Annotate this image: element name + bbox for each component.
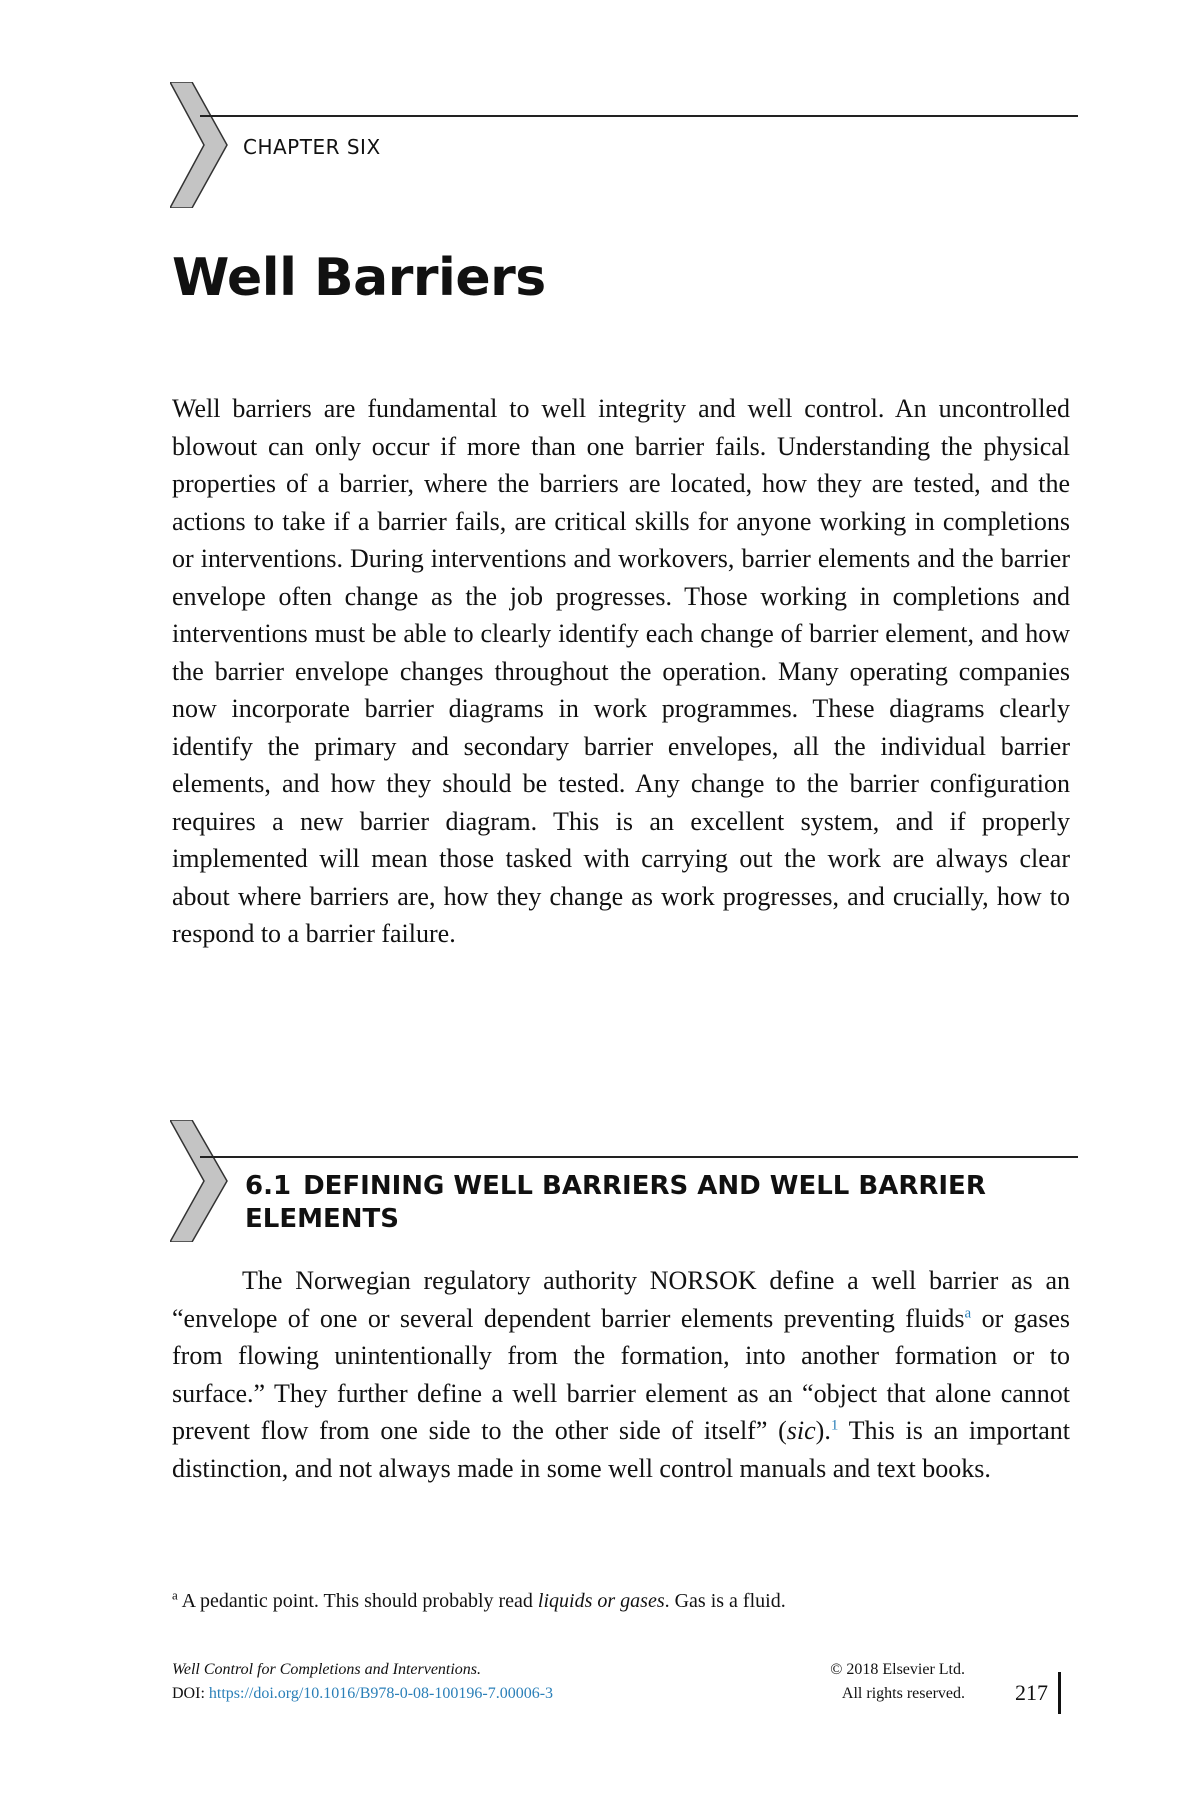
chapter-title: Well Barriers [172, 248, 546, 308]
footnote-marker: a [172, 1587, 178, 1603]
intro-paragraph: Well barriers are fundamental to well integrity and well control. An uncontrolled blowout can only occur if more than one barrier fails. Understanding the physical properties of a barrier, where the barriers are located, how they are tested, and the actions to take if a barrier fails, are critical skills for anyone working in completions or interventions. During interventions and workovers, barrier elements and the barrier envelope often change as the job progresses. Those working in completions and interventions must be able to clearly identify each change of barrier element, and how the barrier envelope changes throughout the operation. Many operating companies now incorporate barrier diagrams in work programmes. These diagrams clearly identify the primary and secondary barrier envelopes, all the individual barrier elements, and how they should be tested. Any change to the barrier configuration requires a new barrier diagram. This is an excellent system, and if properly implemented will mean those tasked with carrying out the work are always clear about where barriers are, how they change as work progresses, and crucially, how to respond to a barrier failure. [172, 394, 1070, 948]
footer-doi [172, 1682, 553, 1706]
page-number-bar [1058, 1672, 1061, 1714]
footnote [172, 1588, 1070, 1614]
section-title: DEFINING WELL BARRIERS AND WELL BARRIER ELEMENTS [245, 1171, 986, 1234]
chapter-chevron-icon [170, 82, 228, 208]
sic-text: sic [786, 1416, 816, 1445]
section-text-3: ). [815, 1416, 831, 1445]
footnote-ref-a[interactable]: a [964, 1304, 972, 1321]
section-chevron-icon [170, 1120, 228, 1242]
section-paragraph [172, 1262, 1070, 1487]
chapter-label: CHAPTER SIX [243, 135, 381, 159]
footer-citation [172, 1658, 553, 1706]
section-number: 6.1 [245, 1171, 292, 1201]
copyright-text: © 2018 Elsevier Ltd. [830, 1661, 965, 1678]
footnote-text-1: A pedantic point. This should probably read [177, 1590, 538, 1612]
footnote-text-2: . Gas is a fluid. [664, 1590, 786, 1612]
section-text-1: The Norwegian regulatory authority NORSOK define a well barrier as an “envelope of one or several dependent barrier elements preventing fluids [172, 1266, 1070, 1333]
footer-book-title: Well Control for Completions and Interventions. [172, 1661, 482, 1678]
page-number: 217 [1015, 1680, 1048, 1705]
footnote-italic: liquids or gases [537, 1590, 665, 1612]
rights-text: All rights reserved. [841, 1685, 965, 1702]
footer-copyright [760, 1658, 965, 1706]
doi-link[interactable]: https://doi.org/10.1016/B978-0-08-100196-7.00006-3 [208, 1685, 554, 1702]
doi-label: DOI: [172, 1685, 205, 1702]
section-text-2: or gases from flowing unintentionally from the formation, into another formation or to surface.” They further define a well barrier element as an “object that alone cannot prevent flow from one side to the other side of itself” ( [172, 1303, 1070, 1445]
section-text-4: This is an important distinction, and not always made in some well control manuals and text books. [172, 1416, 1071, 1483]
chapter-rule [200, 115, 1078, 117]
footnote-ref-1[interactable]: 1 [830, 1417, 839, 1434]
section-rule [200, 1156, 1078, 1158]
section-heading [245, 1170, 1065, 1236]
